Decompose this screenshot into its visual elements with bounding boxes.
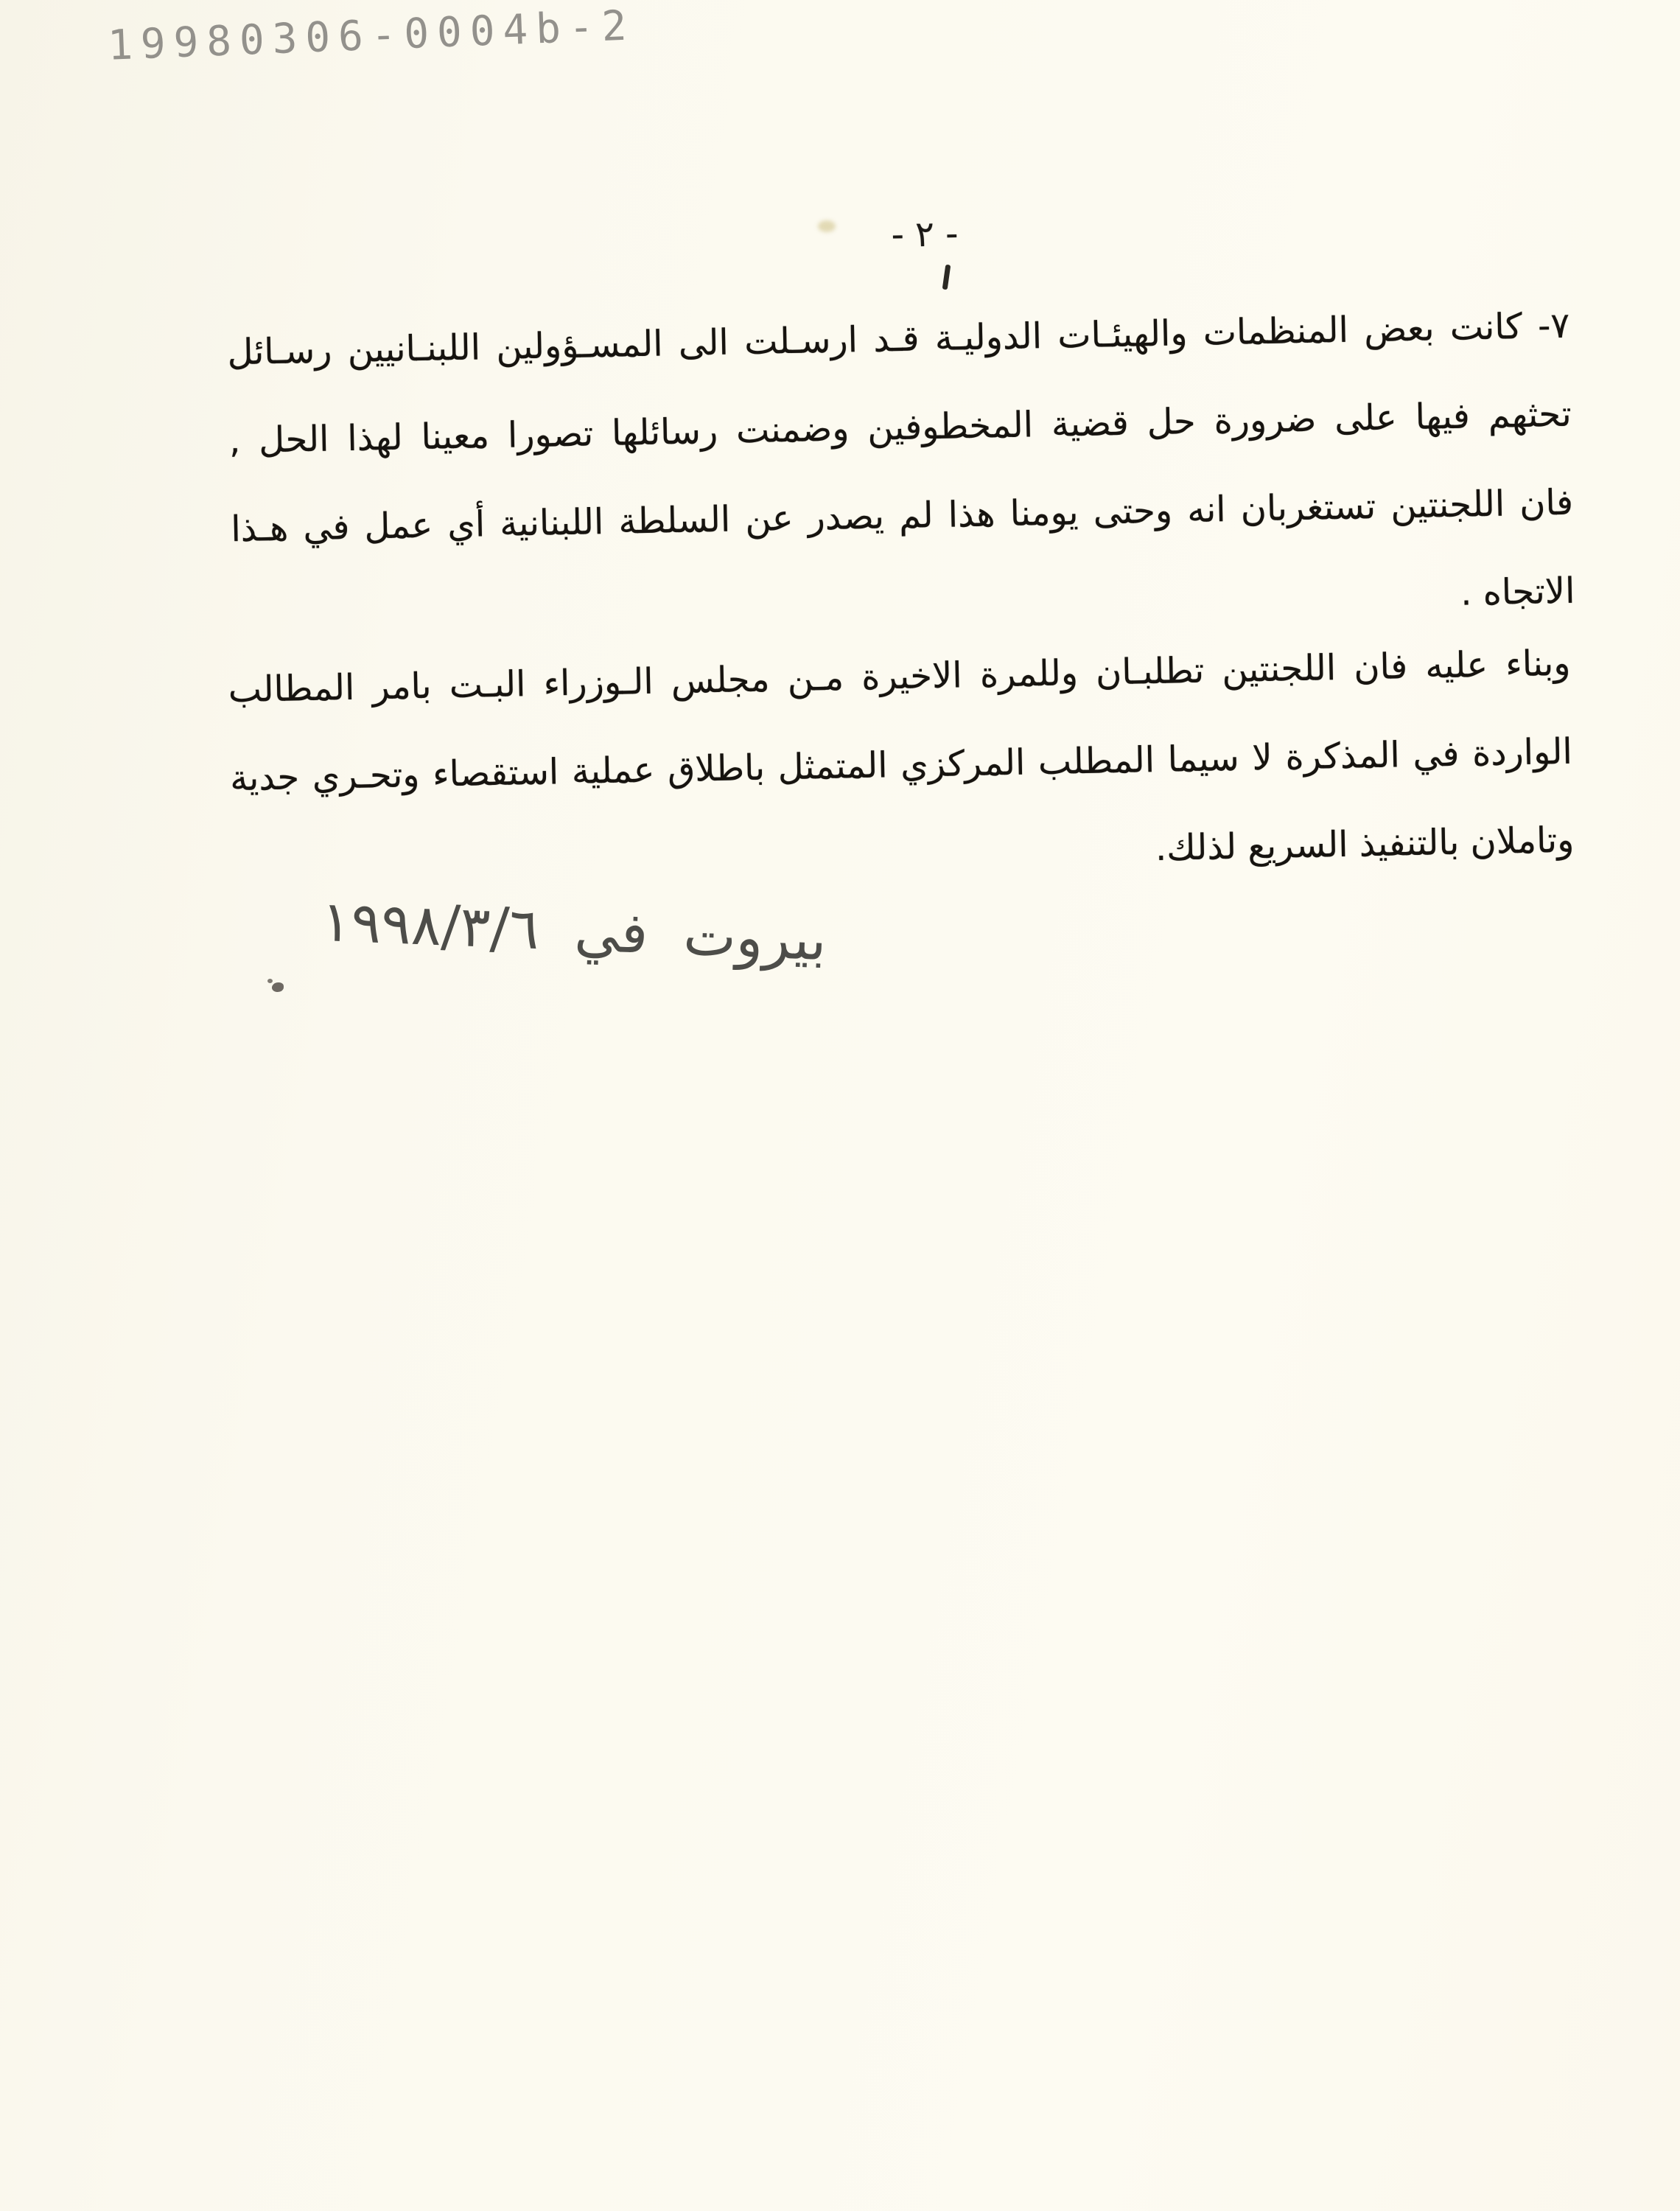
page-number: - ٢ - bbox=[891, 213, 959, 256]
scan-stray-ink-mark bbox=[942, 265, 951, 290]
handwritten-date: بيروت في ١٩٩٨/٣/٦ bbox=[320, 887, 828, 974]
paragraph-1-line-3: فان اللجنتين تستغربان انه وحتى يومنا هذا لم يصدر عن السلطة اللبنانية أي عمل في هـذا bbox=[230, 481, 1574, 551]
paragraph-2-line-2: الواردة في المذكرة لا سيما المطلب المركزي المتمثل باطلاق عملية استقصاء وتحـري جدية bbox=[229, 730, 1573, 800]
body-paragraph-2 bbox=[228, 619, 1575, 911]
paragraph-1-line-4: الاتجاه . bbox=[1460, 570, 1575, 614]
scan-smudge bbox=[818, 220, 836, 232]
paragraph-1-line-2: تحثهم فيها على ضرورة حل قضية المخطوفين وضمنت رسائلها تصورا معينا لهذا الحل , bbox=[228, 393, 1572, 462]
handwritten-ref-number: 19980306-0004b-2 bbox=[107, 1, 636, 70]
paragraph-1-line-1: ٧- كانت بعض المنظمات والهيئـات الدوليـة قـد ارسـلت الى المسـؤولين اللبنـانيين رسـائل bbox=[227, 304, 1570, 374]
paragraph-2-line-3: وتاملان بالتنفيذ السريع لذلك. bbox=[1155, 819, 1575, 870]
scan-pencil-speck bbox=[272, 982, 284, 992]
body-paragraph-1 bbox=[226, 282, 1575, 662]
paragraph-2-line-1: وبناء عليه فان اللجنتين تطلبـان وللمرة الاخيرة مـن مجلس الـوزراء البـت بامر المطالب bbox=[228, 642, 1571, 711]
